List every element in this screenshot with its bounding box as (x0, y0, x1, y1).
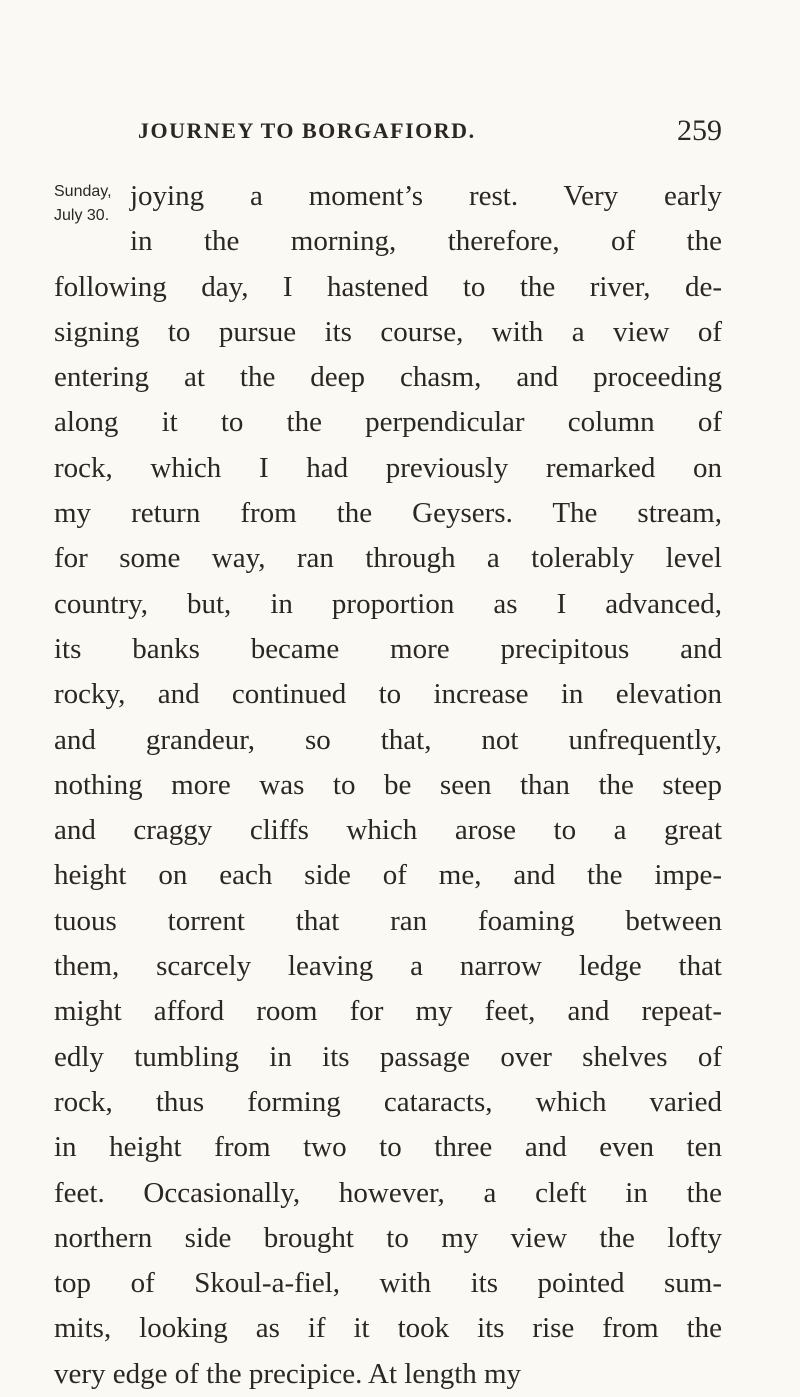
running-head: JOURNEY TO BORGAFIORD. (138, 118, 476, 143)
text-line: for some way, ran through a tolerably level (54, 542, 722, 575)
page-header (138, 114, 722, 158)
text-line: height on each side of me, and the impe- (54, 859, 722, 892)
text-line: in the morning, therefore, of the (130, 225, 722, 258)
text-line: rock, which I had previously remarked on (54, 451, 722, 484)
text-line: rocky, and continued to increase in elevation (54, 678, 722, 711)
text-line: its banks became more precipitous and (54, 632, 722, 665)
margin-note-date: July 30. (54, 207, 110, 224)
text-line: my return from the Geysers. The stream, (54, 497, 722, 530)
text-line: top of Skoul-a-fiel, with its pointed sum- (54, 1267, 722, 1300)
body-text (54, 174, 722, 1397)
margin-note-day: Sunday, (54, 183, 112, 200)
text-line: country, but, in proportion as I advanced, (54, 587, 722, 620)
text-line: entering at the deep chasm, and proceeding (54, 361, 722, 394)
text-line: northern side brought to my view the lofty (54, 1221, 722, 1254)
text-line: feet. Occasionally, however, a cleft in the (54, 1176, 722, 1209)
page-number: 259 (677, 114, 722, 147)
text-line: along it to the perpendicular column of (54, 406, 722, 439)
text-line: mits, looking as if it took its rise from the (54, 1312, 722, 1345)
text-line: tuous torrent that ran foaming between (54, 904, 722, 937)
text-line: nothing more was to be seen than the steep (54, 768, 722, 801)
text-line: edly tumbling in its passage over shelves of (54, 1040, 722, 1073)
text-line: following day, I hastened to the river, de- (54, 270, 722, 303)
text-line: rock, thus forming cataracts, which varied (54, 1085, 722, 1118)
text-line: might afford room for my feet, and repeat- (54, 995, 722, 1028)
text-line: joying a moment’s rest. Very early (130, 180, 722, 212)
text-line: and craggy cliffs which arose to a great (54, 814, 722, 847)
text-line: very edge of the precipice. At length my (54, 1357, 522, 1390)
text-line: signing to pursue its course, with a view of (54, 315, 722, 348)
text-line: them, scarcely leaving a narrow ledge that (54, 950, 722, 983)
text-line: and grandeur, so that, not unfrequently, (54, 723, 722, 756)
text-line: in height from two to three and even ten (54, 1131, 722, 1164)
